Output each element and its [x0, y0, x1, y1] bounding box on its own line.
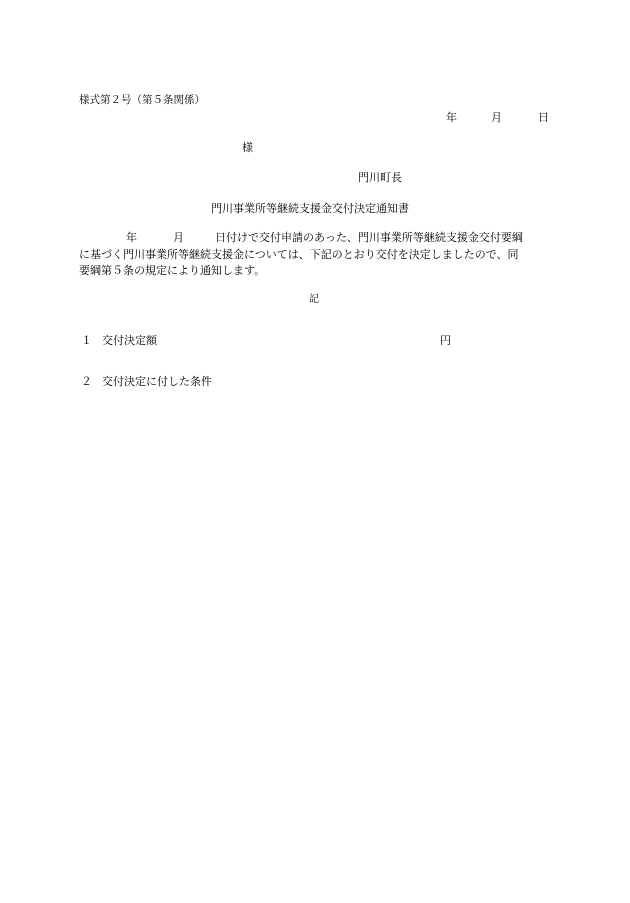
issuer: 門川町長: [358, 171, 402, 184]
body-line-3: 要綱第５条の規定により通知します。: [79, 264, 266, 277]
body-month-label: 月: [173, 231, 184, 244]
item-1-unit: 円: [440, 334, 451, 347]
date-month-label: 月: [491, 111, 502, 124]
body-year-label: 年: [126, 231, 137, 244]
body-paragraph: [79, 230, 553, 280]
document-title: 門川事業所等継続支援金交付決定通知書: [211, 202, 409, 215]
item-2-label: 交付決定に付した条件: [102, 375, 212, 388]
item-2-number: ２: [81, 375, 92, 388]
date-day-label: 日: [538, 111, 549, 124]
body-line-1: [79, 230, 553, 247]
body-line-2: に基づく門川事業所等継続支援金については、下記のとおり交付を決定しましたので、同: [79, 247, 519, 261]
ki-heading: 記: [309, 294, 319, 305]
body-line-1-text: 日付けで交付申請のあった、門川事業所等継続支援金交付要綱: [215, 231, 523, 244]
item-1-number: １: [81, 334, 92, 347]
item-1-label: 交付決定額: [102, 334, 157, 347]
date-year-label: 年: [446, 111, 457, 124]
form-number: 様式第２号（第５条関係）: [79, 94, 205, 106]
addressee-suffix: 様: [242, 141, 253, 154]
